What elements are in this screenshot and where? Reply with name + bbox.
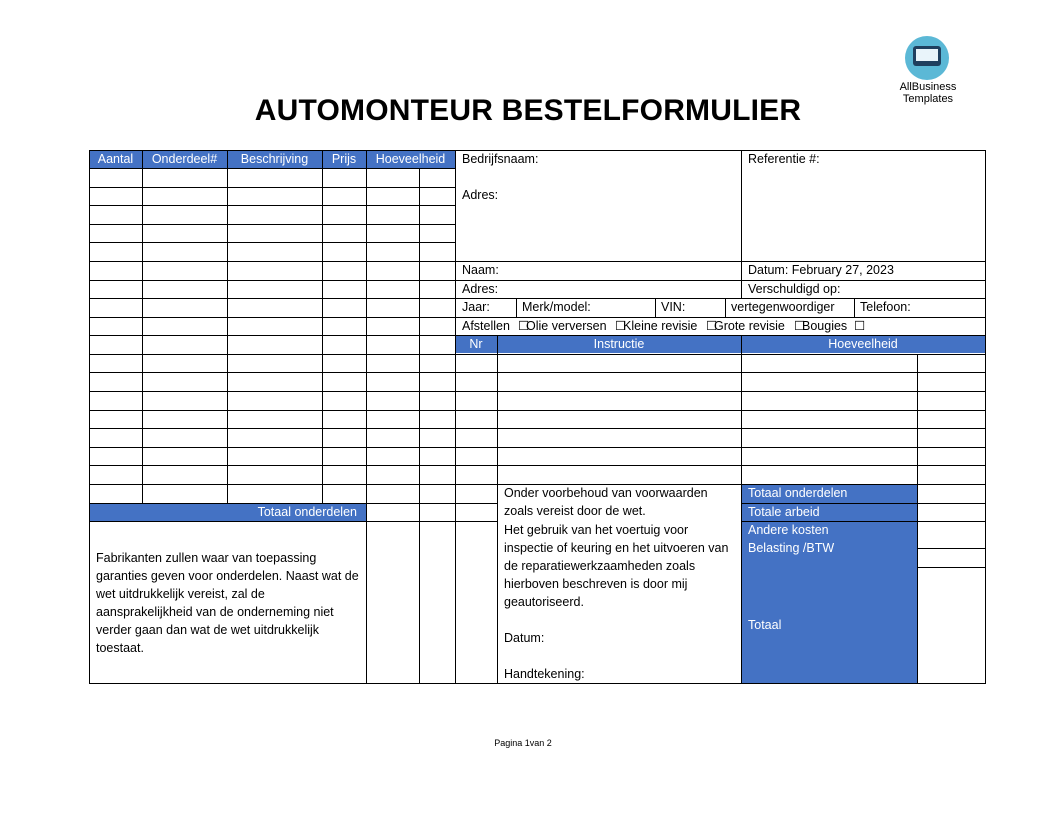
address2-label[interactable]: Adres: [462, 282, 499, 296]
terms-line1: Onder voorbehoud van voorwaarden [504, 486, 708, 500]
other-costs-label: Andere kosten [748, 523, 829, 537]
logo-line1: AllBusiness [899, 81, 957, 93]
col-beschrijving: Beschrijving [240, 152, 309, 166]
page-title: AUTOMONTEUR BESTELFORMULIER [254, 94, 802, 127]
make-model-label[interactable]: Merk/model: [522, 300, 591, 314]
company-label[interactable]: Bedrijfsnaam: [462, 152, 539, 166]
terms-line2: zoals vereist door de wet. [504, 504, 646, 518]
name-label[interactable]: Naam: [462, 263, 499, 277]
due-label[interactable]: Verschuldigd op: [748, 282, 841, 296]
date-label[interactable]: Datum: February 27, 2023 [748, 263, 894, 277]
page-number: Pagina 1van 2 [494, 738, 552, 748]
signature-label[interactable]: Handtekening: [504, 667, 585, 681]
col-onderdeel: Onderdeel# [151, 152, 218, 166]
col-instructie: Instructie [593, 337, 645, 351]
checkbox-small-revision[interactable]: ☐ [706, 319, 718, 333]
col-prijs: Prijs [331, 152, 357, 166]
representative-label[interactable]: vertegenwoordiger [731, 300, 835, 314]
tax-label: Belasting /BTW [748, 541, 835, 555]
address-label[interactable]: Adres: [462, 188, 499, 202]
parts-total-label: Totaal onderdelen [257, 505, 357, 519]
checkbox-large-revision[interactable]: ☐ [794, 319, 806, 333]
service-plugs: Bougies [802, 319, 848, 333]
col-aantal: Aantal [97, 152, 134, 166]
grand-total-label: Totaal [748, 618, 782, 632]
totals-parts-label: Totaal onderdelen [748, 486, 848, 500]
year-label[interactable]: Jaar: [462, 300, 490, 314]
logo-line2: Templates [902, 93, 954, 105]
authorization-text: Het gebruik van het voertuig voor inspectie of keuring en het uitvoeren van de reparatiewerkzaamheden zoals hierboven beschreven is door mij geautoriseerd. [504, 523, 729, 609]
service-oil: Olie verversen [526, 319, 607, 333]
service-small-revision: Kleine revisie [623, 319, 698, 333]
col-nr: Nr [469, 337, 483, 351]
col-hoeveelheid: Hoeveelheid [375, 152, 446, 166]
reference-label[interactable]: Referentie #: [748, 152, 820, 166]
service-large-revision: Grote revisie [714, 319, 785, 333]
service-tune: Afstellen [462, 319, 510, 333]
col-instr-hoeveelheid: Hoeveelheid [828, 337, 898, 351]
totals-labor-label: Totale arbeid [748, 505, 820, 519]
sign-date-label[interactable]: Datum: [504, 631, 545, 645]
warranty-disclaimer: Fabrikanten zullen waar van toepassing garanties geven voor onderdelen. Naast wat de wet uitdrukkelijk vereist, zal de aansprakelijkheid van de onderneming niet verder gaan dan wat de wet uitdrukkelijk toestaat. [96, 551, 359, 655]
phone-label[interactable]: Telefoon: [860, 300, 911, 314]
checkbox-tune[interactable]: ☐ [518, 319, 530, 333]
checkbox-plugs[interactable]: ☐ [854, 319, 866, 333]
checkbox-oil[interactable]: ☐ [615, 319, 627, 333]
vin-label[interactable]: VIN: [661, 300, 686, 314]
